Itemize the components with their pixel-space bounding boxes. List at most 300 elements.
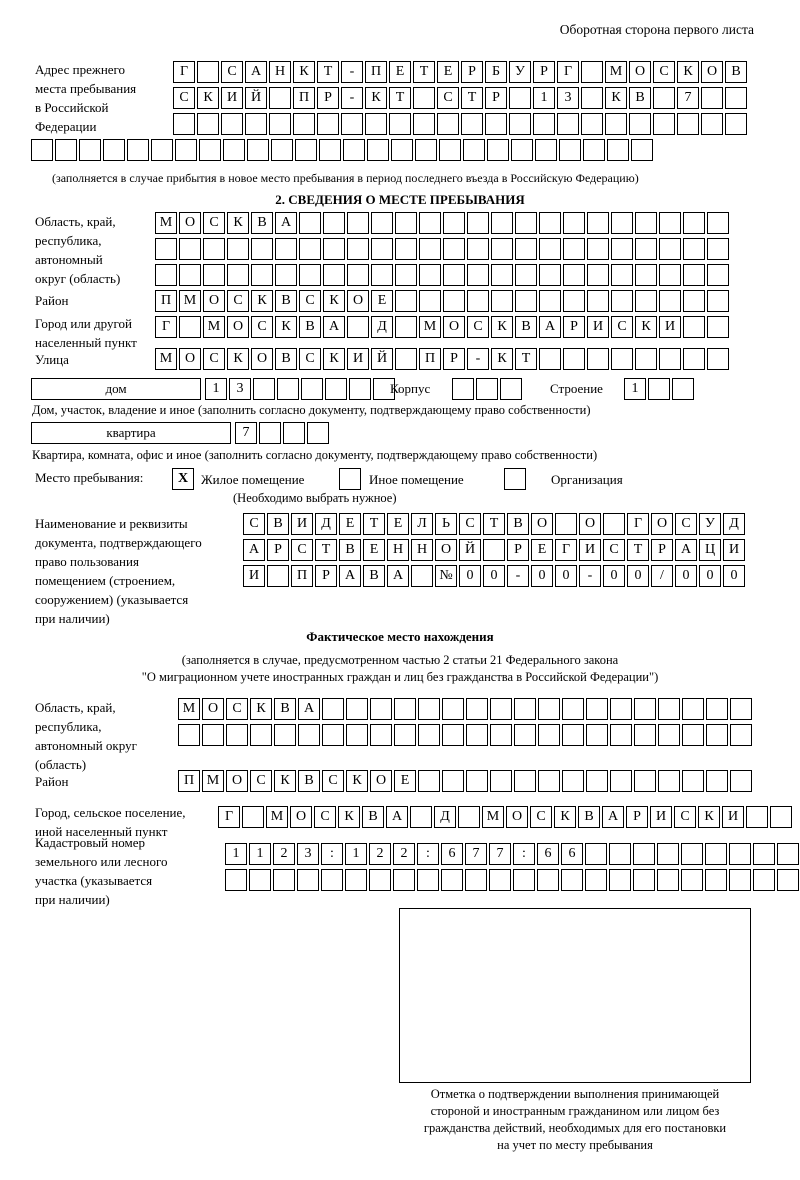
prev-address-r1-cell-18[interactable]: М (605, 61, 627, 83)
fact-region-r1-cell-10[interactable] (418, 698, 440, 720)
region-r3-cell-19[interactable] (611, 264, 633, 286)
city-cell-13[interactable]: С (467, 316, 489, 338)
city-cell-21[interactable]: И (659, 316, 681, 338)
prev-address-r1-cell-14[interactable]: У (509, 61, 531, 83)
document-r2-cell-5[interactable]: Е (363, 539, 385, 561)
flat-cell-1[interactable] (259, 422, 281, 444)
fact-district-cell-22[interactable] (706, 770, 728, 792)
prev-address-r2-cell-23[interactable] (725, 87, 747, 109)
fact-district-cell-10[interactable] (418, 770, 440, 792)
prev-address-r3-cell-12[interactable] (461, 113, 483, 135)
fact-region-r2-cell-9[interactable] (394, 724, 416, 746)
region-r3-cell-13[interactable] (467, 264, 489, 286)
district-cell-20[interactable] (635, 290, 657, 312)
fact-district-cell-6[interactable]: С (322, 770, 344, 792)
fact-city-cell-14[interactable]: К (554, 806, 576, 828)
prev-address-r4-cell-14[interactable] (367, 139, 389, 161)
region-r2-cell-7[interactable] (323, 238, 345, 260)
fact-region-r1-cell-6[interactable] (322, 698, 344, 720)
cadastre-r1-cell-18[interactable] (657, 843, 679, 865)
prev-address-r4-cell-21[interactable] (535, 139, 557, 161)
fact-region-r2-cell-10[interactable] (418, 724, 440, 746)
fact-district-cell-14[interactable] (514, 770, 536, 792)
prev-address-r4-cell-18[interactable] (463, 139, 485, 161)
fact-city-cell-4[interactable]: С (314, 806, 336, 828)
document-r1-cell-19[interactable]: У (699, 513, 721, 535)
fact-region-r1-cell-23[interactable] (730, 698, 752, 720)
prev-address-r3-cell-13[interactable] (485, 113, 507, 135)
cadastre-r2-cell-10[interactable] (465, 869, 487, 891)
district-cell-7[interactable]: К (323, 290, 345, 312)
prev-address-r2-cell-9[interactable]: Т (389, 87, 411, 109)
prev-address-r3-cell-17[interactable] (581, 113, 603, 135)
document-r2-cell-1[interactable]: Р (267, 539, 289, 561)
cadastre-r2-cell-18[interactable] (657, 869, 679, 891)
district-cell-22[interactable] (683, 290, 705, 312)
region-r1-cell-12[interactable] (443, 212, 465, 234)
district-cell-0[interactable]: П (155, 290, 177, 312)
document-r2-cell-15[interactable]: С (603, 539, 625, 561)
city-cell-23[interactable] (707, 316, 729, 338)
fact-district-cell-5[interactable]: В (298, 770, 320, 792)
prev-address-r3-cell-10[interactable] (413, 113, 435, 135)
document-r2-cell-6[interactable]: Н (387, 539, 409, 561)
fact-region-r2-cell-2[interactable] (226, 724, 248, 746)
fact-district-cell-1[interactable]: М (202, 770, 224, 792)
cadastre-r2-cell-21[interactable] (729, 869, 751, 891)
cadastre-r2-cell-22[interactable] (753, 869, 775, 891)
cadastre-r2-cell-7[interactable] (393, 869, 415, 891)
prev-address-r3-cell-20[interactable] (653, 113, 675, 135)
fact-region-r1-cell-9[interactable] (394, 698, 416, 720)
fact-region-r2-cell-13[interactable] (490, 724, 512, 746)
fact-city-cell-2[interactable]: М (266, 806, 288, 828)
prev-address-r3-cell-21[interactable] (677, 113, 699, 135)
city-cell-14[interactable]: К (491, 316, 513, 338)
cadastre-r1-cell-11[interactable]: 7 (489, 843, 511, 865)
document-r2-cell-8[interactable]: О (435, 539, 457, 561)
fact-district-cell-11[interactable] (442, 770, 464, 792)
prev-address-r4-cell-13[interactable] (343, 139, 365, 161)
region-r1-cell-11[interactable] (419, 212, 441, 234)
district-cell-13[interactable] (467, 290, 489, 312)
cadastre-r2-cell-0[interactable] (225, 869, 247, 891)
fact-district-cell-7[interactable]: К (346, 770, 368, 792)
city-cell-18[interactable]: И (587, 316, 609, 338)
prev-address-r4-cell-9[interactable] (247, 139, 269, 161)
district-cell-1[interactable]: М (179, 290, 201, 312)
cadastre-r2-cell-4[interactable] (321, 869, 343, 891)
cadastre-r2-cell-23[interactable] (777, 869, 799, 891)
region-r3-cell-11[interactable] (419, 264, 441, 286)
region-r3-cell-15[interactable] (515, 264, 537, 286)
document-r2-cell-0[interactable]: А (243, 539, 265, 561)
prev-address-r4-cell-15[interactable] (391, 139, 413, 161)
fact-region-r2-cell-11[interactable] (442, 724, 464, 746)
prev-address-r4-cell-7[interactable] (199, 139, 221, 161)
cadastre-r2-cell-8[interactable] (417, 869, 439, 891)
cadastre-r2-cell-9[interactable] (441, 869, 463, 891)
city-cell-5[interactable]: К (275, 316, 297, 338)
flat-cell-0[interactable]: 7 (235, 422, 257, 444)
document-r1-cell-8[interactable]: Ь (435, 513, 457, 535)
prev-address-r3-cell-9[interactable] (389, 113, 411, 135)
cadastre-r1-cell-10[interactable]: 7 (465, 843, 487, 865)
fact-district-cell-8[interactable]: О (370, 770, 392, 792)
region-r3-cell-4[interactable] (251, 264, 273, 286)
cadastre-r1-cell-8[interactable]: : (417, 843, 439, 865)
document-r3-cell-12[interactable]: 0 (531, 565, 553, 587)
stamp-area[interactable] (399, 908, 751, 1083)
fact-region-r1-cell-20[interactable] (658, 698, 680, 720)
fact-city-cell-10[interactable] (458, 806, 480, 828)
fact-city-cell-13[interactable]: С (530, 806, 552, 828)
document-r3-cell-3[interactable]: Р (315, 565, 337, 587)
prev-address-r2-cell-13[interactable]: Р (485, 87, 507, 109)
fact-district-cell-3[interactable]: С (250, 770, 272, 792)
street-cell-11[interactable]: П (419, 348, 441, 370)
document-r2-cell-13[interactable]: Г (555, 539, 577, 561)
fact-district-cell-2[interactable]: О (226, 770, 248, 792)
district-cell-21[interactable] (659, 290, 681, 312)
fact-region-r2-cell-22[interactable] (706, 724, 728, 746)
region-r1-cell-20[interactable] (635, 212, 657, 234)
fact-city-cell-9[interactable]: Д (434, 806, 456, 828)
prev-address-r4-cell-22[interactable] (559, 139, 581, 161)
document-r1-cell-0[interactable]: С (243, 513, 265, 535)
cadastre-r1-cell-0[interactable]: 1 (225, 843, 247, 865)
prev-address-r4-cell-24[interactable] (607, 139, 629, 161)
cadastre-r1-cell-16[interactable] (609, 843, 631, 865)
district-cell-2[interactable]: О (203, 290, 225, 312)
prev-address-r3-cell-3[interactable] (245, 113, 267, 135)
street-cell-3[interactable]: К (227, 348, 249, 370)
district-cell-5[interactable]: В (275, 290, 297, 312)
fact-district-cell-12[interactable] (466, 770, 488, 792)
prev-address-r1-cell-11[interactable]: Е (437, 61, 459, 83)
prev-address-r2-cell-2[interactable]: И (221, 87, 243, 109)
fact-region-r2-cell-20[interactable] (658, 724, 680, 746)
street-cell-5[interactable]: В (275, 348, 297, 370)
city-cell-9[interactable]: Д (371, 316, 393, 338)
prev-address-r2-cell-17[interactable] (581, 87, 603, 109)
fact-region-r1-cell-7[interactable] (346, 698, 368, 720)
prev-address-r3-cell-18[interactable] (605, 113, 627, 135)
region-r3-cell-21[interactable] (659, 264, 681, 286)
cadastre-r1-cell-22[interactable] (753, 843, 775, 865)
street-cell-17[interactable] (563, 348, 585, 370)
cadastre-r1-cell-21[interactable] (729, 843, 751, 865)
cadastre-r1-cell-23[interactable] (777, 843, 799, 865)
document-r1-cell-18[interactable]: С (675, 513, 697, 535)
document-r1-cell-9[interactable]: С (459, 513, 481, 535)
prev-address-r1-cell-17[interactable] (581, 61, 603, 83)
flat-cell-3[interactable] (307, 422, 329, 444)
prev-address-r1-cell-21[interactable]: К (677, 61, 699, 83)
fact-city-cell-22[interactable] (746, 806, 768, 828)
cadastre-r2-cell-16[interactable] (609, 869, 631, 891)
prev-address-r4-cell-6[interactable] (175, 139, 197, 161)
fact-region-r1-cell-12[interactable] (466, 698, 488, 720)
fact-district-cell-21[interactable] (682, 770, 704, 792)
prev-address-r1-cell-10[interactable]: Т (413, 61, 435, 83)
region-r2-cell-3[interactable] (227, 238, 249, 260)
document-r1-cell-10[interactable]: Т (483, 513, 505, 535)
cadastre-r2-cell-17[interactable] (633, 869, 655, 891)
prev-address-r4-cell-0[interactable] (31, 139, 53, 161)
cadastre-r1-cell-12[interactable]: : (513, 843, 535, 865)
fact-city-cell-19[interactable]: С (674, 806, 696, 828)
prev-address-r3-cell-22[interactable] (701, 113, 723, 135)
fact-region-r1-cell-15[interactable] (538, 698, 560, 720)
cadastre-r2-cell-13[interactable] (537, 869, 559, 891)
district-cell-15[interactable] (515, 290, 537, 312)
prev-address-r2-cell-22[interactable] (701, 87, 723, 109)
street-cell-7[interactable]: К (323, 348, 345, 370)
city-cell-16[interactable]: А (539, 316, 561, 338)
region-r1-cell-17[interactable] (563, 212, 585, 234)
cadastre-r1-cell-1[interactable]: 1 (249, 843, 271, 865)
district-cell-4[interactable]: К (251, 290, 273, 312)
prev-address-r4-cell-12[interactable] (319, 139, 341, 161)
prev-address-r3-cell-0[interactable] (173, 113, 195, 135)
region-r3-cell-6[interactable] (299, 264, 321, 286)
fact-region-r1-cell-2[interactable]: С (226, 698, 248, 720)
prev-address-r1-cell-7[interactable]: - (341, 61, 363, 83)
region-r3-cell-23[interactable] (707, 264, 729, 286)
document-r3-cell-16[interactable]: 0 (627, 565, 649, 587)
region-r2-cell-13[interactable] (467, 238, 489, 260)
flat-cell-2[interactable] (283, 422, 305, 444)
fact-district-cell-4[interactable]: К (274, 770, 296, 792)
document-r3-cell-17[interactable]: / (651, 565, 673, 587)
district-cell-11[interactable] (419, 290, 441, 312)
region-r1-cell-3[interactable]: К (227, 212, 249, 234)
fact-city-cell-8[interactable] (410, 806, 432, 828)
prev-address-r3-cell-19[interactable] (629, 113, 651, 135)
region-r1-cell-9[interactable] (371, 212, 393, 234)
street-cell-8[interactable]: И (347, 348, 369, 370)
fact-region-r2-cell-3[interactable] (250, 724, 272, 746)
prev-address-r2-cell-21[interactable]: 7 (677, 87, 699, 109)
fact-region-r2-cell-14[interactable] (514, 724, 536, 746)
district-cell-19[interactable] (611, 290, 633, 312)
fact-city-cell-15[interactable]: В (578, 806, 600, 828)
document-r3-cell-2[interactable]: П (291, 565, 313, 587)
prev-address-r2-cell-20[interactable] (653, 87, 675, 109)
document-r1-cell-20[interactable]: Д (723, 513, 745, 535)
cadastre-r1-cell-5[interactable]: 1 (345, 843, 367, 865)
city-cell-11[interactable]: М (419, 316, 441, 338)
city-cell-3[interactable]: О (227, 316, 249, 338)
fact-city-cell-0[interactable]: Г (218, 806, 240, 828)
fact-district-cell-9[interactable]: Е (394, 770, 416, 792)
region-r2-cell-20[interactable] (635, 238, 657, 260)
city-cell-2[interactable]: М (203, 316, 225, 338)
korpus-cell-2[interactable] (500, 378, 522, 400)
region-r2-cell-21[interactable] (659, 238, 681, 260)
prev-address-r2-cell-18[interactable]: К (605, 87, 627, 109)
street-cell-1[interactable]: О (179, 348, 201, 370)
city-cell-0[interactable]: Г (155, 316, 177, 338)
prev-address-r4-cell-11[interactable] (295, 139, 317, 161)
prev-address-r4-cell-20[interactable] (511, 139, 533, 161)
district-cell-9[interactable]: Е (371, 290, 393, 312)
fact-region-r1-cell-19[interactable] (634, 698, 656, 720)
prev-address-r4-cell-16[interactable] (415, 139, 437, 161)
document-r2-cell-9[interactable]: Й (459, 539, 481, 561)
document-r3-cell-14[interactable]: - (579, 565, 601, 587)
fact-district-cell-15[interactable] (538, 770, 560, 792)
fact-city-cell-23[interactable] (770, 806, 792, 828)
document-r3-cell-13[interactable]: 0 (555, 565, 577, 587)
document-r2-cell-19[interactable]: Ц (699, 539, 721, 561)
prev-address-r4-cell-10[interactable] (271, 139, 293, 161)
prev-address-r1-cell-19[interactable]: О (629, 61, 651, 83)
prev-address-r1-cell-8[interactable]: П (365, 61, 387, 83)
document-r3-cell-10[interactable]: 0 (483, 565, 505, 587)
fact-region-r2-cell-1[interactable] (202, 724, 224, 746)
cadastre-r1-cell-6[interactable]: 2 (369, 843, 391, 865)
cadastre-r1-cell-9[interactable]: 6 (441, 843, 463, 865)
fact-city-cell-11[interactable]: М (482, 806, 504, 828)
region-r1-cell-21[interactable] (659, 212, 681, 234)
checkbox-organization[interactable] (504, 468, 526, 490)
prev-address-r2-cell-16[interactable]: 3 (557, 87, 579, 109)
region-r2-cell-6[interactable] (299, 238, 321, 260)
region-r2-cell-11[interactable] (419, 238, 441, 260)
fact-region-r1-cell-21[interactable] (682, 698, 704, 720)
prev-address-r4-cell-23[interactable] (583, 139, 605, 161)
house-cell-3[interactable] (277, 378, 299, 400)
city-cell-12[interactable]: О (443, 316, 465, 338)
fact-district-cell-18[interactable] (610, 770, 632, 792)
prev-address-r1-cell-13[interactable]: Б (485, 61, 507, 83)
region-r3-cell-10[interactable] (395, 264, 417, 286)
region-r3-cell-1[interactable] (179, 264, 201, 286)
fact-city-cell-17[interactable]: Р (626, 806, 648, 828)
prev-address-r1-cell-16[interactable]: Г (557, 61, 579, 83)
cadastre-r1-cell-15[interactable] (585, 843, 607, 865)
district-cell-16[interactable] (539, 290, 561, 312)
district-cell-18[interactable] (587, 290, 609, 312)
stroenie-cell-1[interactable] (648, 378, 670, 400)
region-r1-cell-23[interactable] (707, 212, 729, 234)
stroenie-cell-2[interactable] (672, 378, 694, 400)
prev-address-r2-cell-15[interactable]: 1 (533, 87, 555, 109)
city-cell-4[interactable]: С (251, 316, 273, 338)
region-r1-cell-6[interactable] (299, 212, 321, 234)
document-r1-cell-7[interactable]: Л (411, 513, 433, 535)
street-cell-9[interactable]: Й (371, 348, 393, 370)
region-r3-cell-5[interactable] (275, 264, 297, 286)
fact-region-r1-cell-0[interactable]: М (178, 698, 200, 720)
fact-region-r2-cell-23[interactable] (730, 724, 752, 746)
stroenie-cell-0[interactable]: 1 (624, 378, 646, 400)
document-r2-cell-16[interactable]: Т (627, 539, 649, 561)
fact-district-cell-19[interactable] (634, 770, 656, 792)
region-r3-cell-18[interactable] (587, 264, 609, 286)
region-r1-cell-4[interactable]: В (251, 212, 273, 234)
document-r3-cell-8[interactable]: № (435, 565, 457, 587)
region-r1-cell-22[interactable] (683, 212, 705, 234)
prev-address-r1-cell-4[interactable]: Н (269, 61, 291, 83)
region-r3-cell-0[interactable] (155, 264, 177, 286)
fact-region-r1-cell-8[interactable] (370, 698, 392, 720)
cadastre-r2-cell-12[interactable] (513, 869, 535, 891)
document-r1-cell-4[interactable]: Е (339, 513, 361, 535)
document-r3-cell-4[interactable]: А (339, 565, 361, 587)
prev-address-r1-cell-6[interactable]: Т (317, 61, 339, 83)
cadastre-r1-cell-17[interactable] (633, 843, 655, 865)
prev-address-r2-cell-12[interactable]: Т (461, 87, 483, 109)
region-r2-cell-22[interactable] (683, 238, 705, 260)
document-r2-cell-12[interactable]: Е (531, 539, 553, 561)
prev-address-r1-cell-22[interactable]: О (701, 61, 723, 83)
city-cell-1[interactable] (179, 316, 201, 338)
fact-city-cell-20[interactable]: К (698, 806, 720, 828)
region-r2-cell-17[interactable] (563, 238, 585, 260)
cadastre-r2-cell-14[interactable] (561, 869, 583, 891)
prev-address-r4-cell-3[interactable] (103, 139, 125, 161)
cadastre-r1-cell-2[interactable]: 2 (273, 843, 295, 865)
fact-region-r2-cell-0[interactable] (178, 724, 200, 746)
city-cell-17[interactable]: Р (563, 316, 585, 338)
region-r2-cell-5[interactable] (275, 238, 297, 260)
region-r2-cell-15[interactable] (515, 238, 537, 260)
prev-address-r2-cell-11[interactable]: С (437, 87, 459, 109)
document-r3-cell-1[interactable] (267, 565, 289, 587)
document-r2-cell-2[interactable]: С (291, 539, 313, 561)
region-r1-cell-2[interactable]: С (203, 212, 225, 234)
district-cell-3[interactable]: С (227, 290, 249, 312)
prev-address-r3-cell-7[interactable] (341, 113, 363, 135)
cadastre-r1-cell-19[interactable] (681, 843, 703, 865)
cadastre-r1-cell-14[interactable]: 6 (561, 843, 583, 865)
document-r1-cell-17[interactable]: О (651, 513, 673, 535)
prev-address-r2-cell-3[interactable]: Й (245, 87, 267, 109)
fact-region-r1-cell-11[interactable] (442, 698, 464, 720)
prev-address-r1-cell-0[interactable]: Г (173, 61, 195, 83)
region-r3-cell-3[interactable] (227, 264, 249, 286)
prev-address-r4-cell-8[interactable] (223, 139, 245, 161)
region-r2-cell-8[interactable] (347, 238, 369, 260)
prev-address-r4-cell-5[interactable] (151, 139, 173, 161)
region-r2-cell-4[interactable] (251, 238, 273, 260)
city-cell-7[interactable]: А (323, 316, 345, 338)
fact-region-r2-cell-4[interactable] (274, 724, 296, 746)
cadastre-r2-cell-3[interactable] (297, 869, 319, 891)
city-cell-19[interactable]: С (611, 316, 633, 338)
prev-address-r4-cell-17[interactable] (439, 139, 461, 161)
document-r1-cell-16[interactable]: Г (627, 513, 649, 535)
checkbox-residential[interactable]: Х (172, 468, 194, 490)
fact-city-cell-21[interactable]: И (722, 806, 744, 828)
region-r3-cell-9[interactable] (371, 264, 393, 286)
district-cell-6[interactable]: С (299, 290, 321, 312)
street-cell-6[interactable]: С (299, 348, 321, 370)
cadastre-r2-cell-1[interactable] (249, 869, 271, 891)
fact-region-r1-cell-4[interactable]: В (274, 698, 296, 720)
cadastre-r1-cell-4[interactable]: : (321, 843, 343, 865)
prev-address-r3-cell-1[interactable] (197, 113, 219, 135)
document-r2-cell-3[interactable]: Т (315, 539, 337, 561)
fact-city-cell-18[interactable]: И (650, 806, 672, 828)
prev-address-r2-cell-6[interactable]: Р (317, 87, 339, 109)
street-cell-18[interactable] (587, 348, 609, 370)
cadastre-r2-cell-2[interactable] (273, 869, 295, 891)
fact-region-r2-cell-17[interactable] (586, 724, 608, 746)
